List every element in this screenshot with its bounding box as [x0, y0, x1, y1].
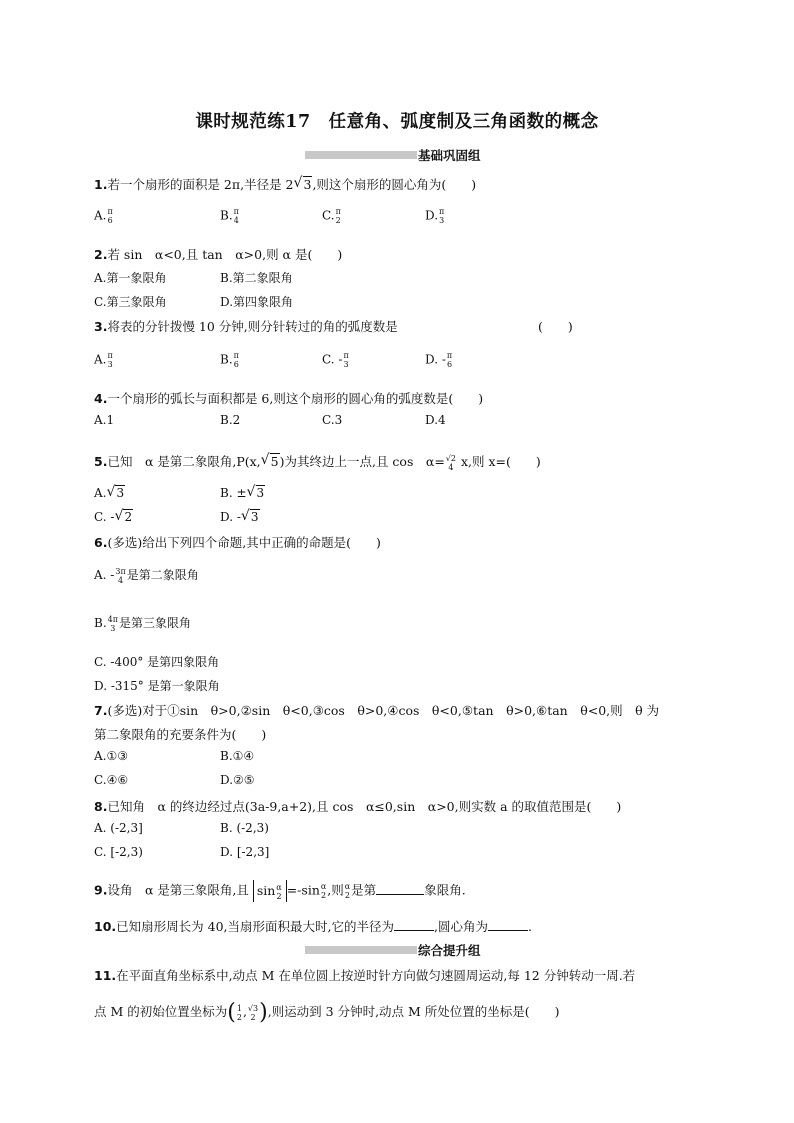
option-b: B. ±√ 3 — [220, 486, 265, 500]
option-d: D. -315° 是第一象限角 — [94, 679, 220, 693]
option-a: A.1 — [94, 413, 115, 427]
question-11: 11.在平面直角坐标系中,动点 M 在单位圆上按逆时针方向做匀速圆周运动,每 12 分钟转动一周.若 — [94, 968, 636, 983]
option-a: A.第一象限角 — [94, 271, 167, 285]
option-b: B. π 4 — [220, 207, 239, 225]
option-b: B. (-2,3) — [220, 821, 269, 835]
option-c: C. -400° 是第四象限角 — [94, 655, 220, 669]
answer-paren: ( ) — [538, 319, 573, 334]
section-title-advanced: 综合提升组 — [418, 943, 481, 958]
option-c: C. - π 3 — [322, 351, 349, 369]
option-b: B. 4π 3 是第三象限角 — [94, 614, 192, 633]
question-5: 5.已知 α 是第二象限角,P(x,√ 5)为其终边上一点,且 cos α= √2 4 x,则 x=( ) — [94, 452, 541, 472]
option-d: D. -√ 3 — [220, 510, 260, 524]
question-text-tail: ,则这个扇形的圆心角为( ) — [312, 177, 477, 192]
answer-blank — [376, 894, 424, 895]
option-c: C.3 — [322, 413, 343, 427]
question-7-line2: 第二象限角的充要条件为( ) — [94, 727, 267, 742]
page-title: 课时规范练17 任意角、弧度制及三角函数的概念 — [195, 112, 599, 132]
option-b: B.第二象限角 — [220, 271, 293, 285]
question-1 — [94, 175, 476, 193]
question-11-line2: 点 M 的初始位置坐标为( 1 2 , √3 2 ),则运动到 3 分钟时,动点 M 所处位置的坐标是( ) — [94, 1000, 560, 1025]
question-8: 8.已知角 α 的终边经过点(3a-9,a+2),且 cos α≤0,sin α>0,则实数 a 的取值范围是( ) — [94, 799, 622, 814]
answer-blank-angle — [488, 930, 528, 931]
question-text: 若一个扇形的面积是 2π,半径是 2 — [107, 177, 294, 192]
option-b: B.①④ — [220, 749, 255, 763]
answer-blank-radius — [394, 930, 434, 931]
sqrt-icon: √ 5 — [261, 454, 280, 469]
sqrt-icon: √ 3 — [294, 177, 313, 192]
option-c: C. [-2,3) — [94, 845, 143, 859]
option-a: A. π 6 — [94, 207, 113, 225]
question-7: 7.(多选)对于①sin θ>0,②sin θ<0,③cos θ>0,④cos θ<0,⑤tan θ>0,⑥tan θ<0,则 θ 为 — [94, 703, 660, 718]
question-2: 2.若 sin α<0,且 tan α>0,则 α 是( ) — [94, 247, 343, 262]
option-a: A. (-2,3] — [94, 821, 143, 835]
option-d: D.第四象限角 — [220, 295, 294, 309]
absolute-value: sin α 2 — [253, 880, 287, 902]
question-10: 10.已知扇形周长为 40,当扇形面积最大时,它的半径为 ,圆心角为 . — [94, 919, 532, 934]
option-c: C. π 2 — [322, 207, 341, 225]
option-a: A. - 3π 4 是第二象限角 — [94, 566, 199, 585]
question-number: 1. — [94, 177, 108, 192]
question-4: 4.一个扇形的弧长与面积都是 6,则这个扇形的圆心角的弧度数是( ) — [94, 391, 484, 406]
section-bar-basic — [305, 151, 417, 159]
option-b: B. π 6 — [220, 351, 239, 369]
section-bar-advanced — [305, 946, 417, 954]
option-a: A.√ 3 — [94, 486, 125, 500]
section-title-basic: 基础巩固组 — [418, 148, 481, 163]
option-c: C.④⑥ — [94, 773, 129, 787]
question-6: 6.(多选)给出下列四个命题,其中正确的命题是( ) — [94, 535, 381, 550]
option-c: C.第三象限角 — [94, 295, 167, 309]
question-9: 9.设角 α 是第三象限角,且 sin α 2 =-sin α 2 ,则 α 2 是第 象限角. — [94, 882, 466, 901]
option-d: D. - π 6 — [425, 351, 453, 369]
option-c: C. -√ 2 — [94, 510, 133, 524]
option-a: A. π 3 — [94, 351, 113, 369]
option-d: D.4 — [425, 413, 446, 427]
option-d: D. [-2,3] — [220, 845, 270, 859]
question-3: 3.将表的分针拨慢 10 分钟,则分针转过的角的弧度数是 — [94, 319, 398, 334]
option-d: D.②⑤ — [220, 773, 255, 787]
option-a: A.①③ — [94, 749, 128, 763]
option-d: D. π 3 — [425, 207, 445, 225]
option-b: B.2 — [220, 413, 241, 427]
